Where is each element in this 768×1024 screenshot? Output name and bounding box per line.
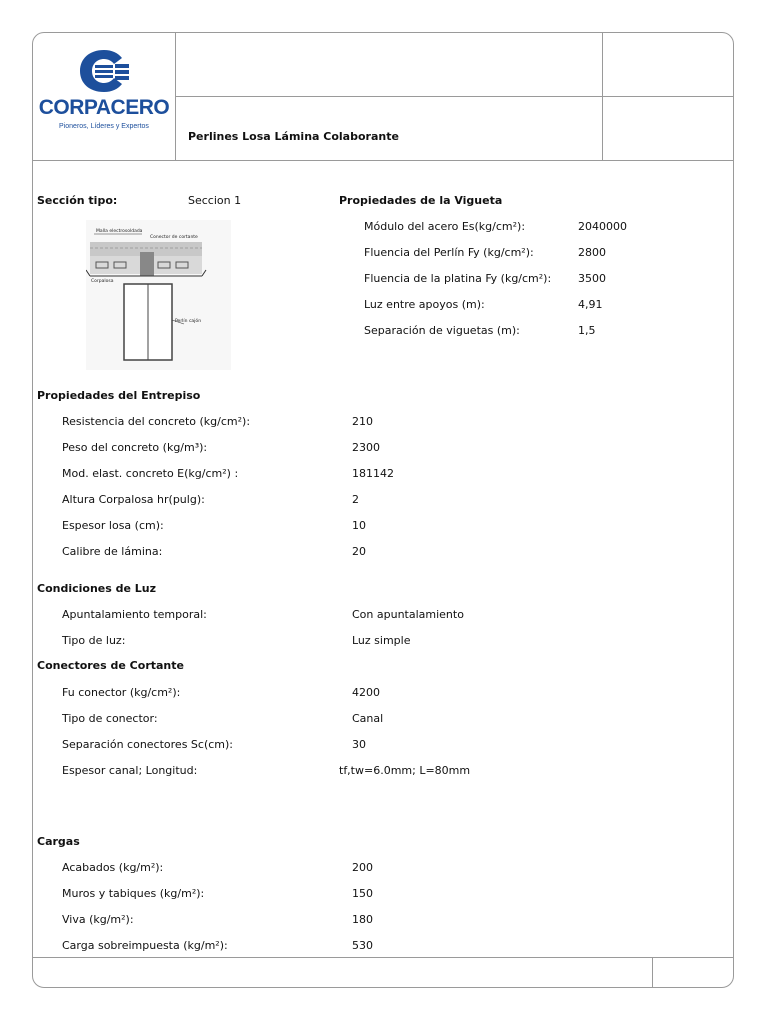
vigueta-label-1: Fluencia del Perlín Fy (kg/cm²): bbox=[364, 246, 534, 259]
entrepiso-value-5: 20 bbox=[352, 545, 366, 558]
vigueta-label-4: Separación de viguetas (m): bbox=[364, 324, 520, 337]
vigueta-value-3: 4,91 bbox=[578, 298, 603, 311]
conectores-label-2: Separación conectores Sc(cm): bbox=[62, 738, 234, 751]
header-divider-top bbox=[175, 96, 733, 97]
document-title: Perlines Losa Lámina Colaborante bbox=[188, 130, 399, 143]
section-type-label: Sección tipo: bbox=[37, 194, 118, 207]
entrepiso-value-3: 2 bbox=[352, 493, 359, 506]
entrepiso-label-1: Peso del concreto (kg/m³): bbox=[62, 441, 208, 454]
entrepiso-value-0: 210 bbox=[352, 415, 373, 428]
conectores-label-0: Fu conector (kg/cm²): bbox=[62, 686, 181, 699]
luz-value-0: Con apuntalamiento bbox=[352, 608, 464, 621]
company-logo bbox=[37, 48, 171, 138]
diagram-label-mesh: Malla electrosoldada bbox=[96, 229, 143, 234]
cargas-value-2: 180 bbox=[352, 913, 373, 926]
diagram-label-deck: Corpalosa bbox=[91, 279, 114, 284]
vigueta-value-0: 2040000 bbox=[578, 220, 627, 233]
company-tagline: Pioneros, Líderes y Expertos bbox=[59, 123, 149, 130]
company-name: CORPACERO bbox=[38, 96, 170, 119]
vigueta-value-4: 1,5 bbox=[578, 324, 596, 337]
conectores-value-0: 4200 bbox=[352, 686, 380, 699]
footer-top-border bbox=[33, 957, 733, 958]
conectores-value-2: 30 bbox=[352, 738, 366, 751]
section-type-value: Seccion 1 bbox=[188, 194, 242, 207]
entrepiso-label-0: Resistencia del concreto (kg/cm²): bbox=[62, 415, 251, 428]
vigueta-label-2: Fluencia de la platina Fy (kg/cm²): bbox=[364, 272, 552, 285]
vigueta-label-3: Luz entre apoyos (m): bbox=[364, 298, 485, 311]
footer-divider bbox=[652, 957, 653, 987]
header-divider-left bbox=[175, 33, 176, 160]
conectores-label-3: Espesor canal; Longitud: bbox=[62, 764, 198, 777]
entrepiso-value-2: 181142 bbox=[352, 467, 394, 480]
vigueta-label-0: Módulo del acero Es(kg/cm²): bbox=[364, 220, 526, 233]
conectores-value-3: tf,tw=6.0mm; L=80mm bbox=[339, 764, 471, 777]
cargas-label-2: Viva (kg/m²): bbox=[62, 913, 134, 926]
entrepiso-title: Propiedades del Entrepiso bbox=[37, 389, 201, 402]
diagram-label-purlin: Perlín cajón bbox=[175, 319, 202, 324]
entrepiso-value-1: 2300 bbox=[352, 441, 380, 454]
cargas-value-3: 530 bbox=[352, 939, 373, 952]
corpacero-logo-icon bbox=[77, 48, 131, 94]
page-frame bbox=[32, 32, 734, 988]
luz-label-0: Apuntalamiento temporal: bbox=[62, 608, 207, 621]
cargas-value-0: 200 bbox=[352, 861, 373, 874]
conectores-label-1: Tipo de conector: bbox=[62, 712, 158, 725]
cargas-label-1: Muros y tabiques (kg/m²): bbox=[62, 887, 205, 900]
vigueta-title: Propiedades de la Vigueta bbox=[339, 194, 503, 207]
entrepiso-label-3: Altura Corpalosa hr(pulg): bbox=[62, 493, 205, 506]
cargas-title: Cargas bbox=[37, 835, 80, 848]
cargas-label-3: Carga sobreimpuesta (kg/m²): bbox=[62, 939, 228, 952]
section-diagram bbox=[86, 220, 231, 370]
conectores-value-1: Canal bbox=[352, 712, 384, 725]
entrepiso-value-4: 10 bbox=[352, 519, 366, 532]
header-divider-right bbox=[602, 33, 603, 160]
entrepiso-label-2: Mod. elast. concreto E(kg/cm²) : bbox=[62, 467, 239, 480]
cargas-value-1: 150 bbox=[352, 887, 373, 900]
diagram-label-connector: Conector de cortante bbox=[150, 235, 198, 240]
conectores-title: Conectores de Cortante bbox=[37, 659, 184, 672]
luz-title: Condiciones de Luz bbox=[37, 582, 157, 595]
vigueta-value-1: 2800 bbox=[578, 246, 606, 259]
luz-label-1: Tipo de luz: bbox=[62, 634, 126, 647]
luz-value-1: Luz simple bbox=[352, 634, 411, 647]
header-bottom-border bbox=[33, 160, 733, 161]
entrepiso-label-4: Espesor losa (cm): bbox=[62, 519, 164, 532]
cargas-label-0: Acabados (kg/m²): bbox=[62, 861, 164, 874]
vigueta-value-2: 3500 bbox=[578, 272, 606, 285]
entrepiso-label-5: Calibre de lámina: bbox=[62, 545, 163, 558]
